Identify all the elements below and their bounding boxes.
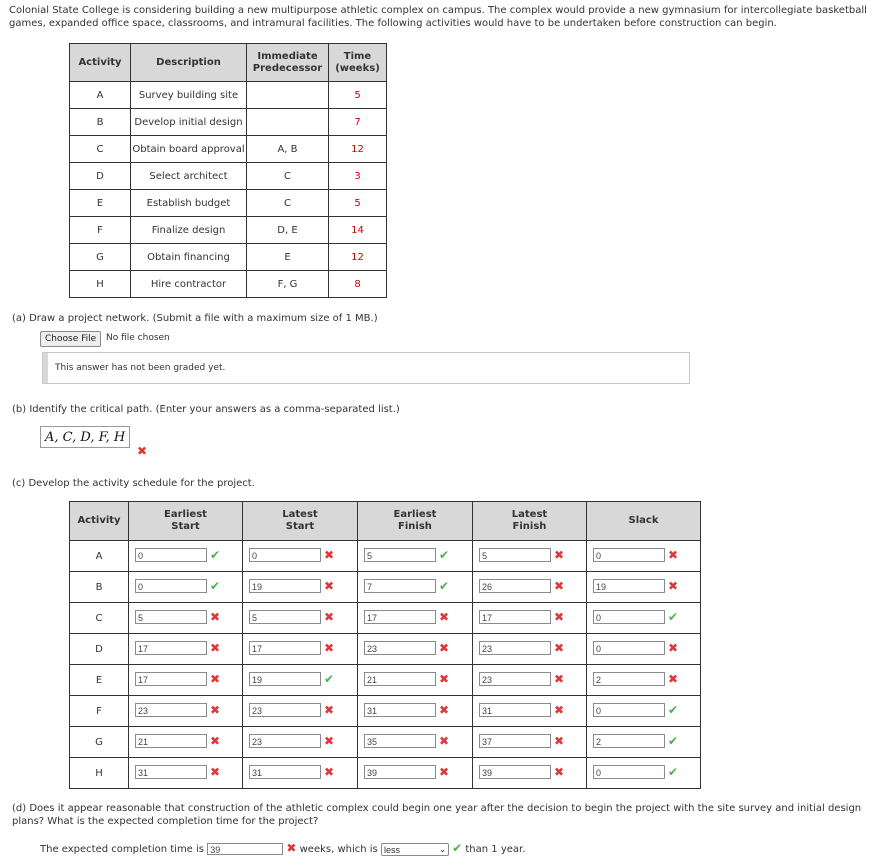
cross-icon: ✖: [210, 734, 221, 748]
predecessor-cell: C: [247, 163, 329, 190]
activity-row: [70, 217, 387, 244]
sched-col-activity: Activity: [70, 502, 129, 541]
grade-status-text: This answer has not been graded yet.: [55, 363, 226, 373]
activity-row: [70, 190, 387, 217]
check-icon: ✔: [439, 548, 450, 562]
completion-suffix: than 1 year.: [465, 844, 526, 855]
check-icon: ✔: [668, 610, 679, 624]
earliest-finish-cell: [358, 758, 473, 789]
description-cell: Finalize design: [131, 217, 247, 244]
schedule-table: [69, 501, 701, 789]
comparison-check-icon: ✔: [452, 841, 463, 855]
col-predecessor: Immediate Predecessor: [247, 44, 329, 82]
slack-input[interactable]: 0: [593, 548, 665, 562]
schedule-activity-cell: G: [70, 727, 129, 758]
col-description: Description: [131, 44, 247, 82]
check-icon: ✔: [668, 734, 679, 748]
description-cell: Select architect: [131, 163, 247, 190]
cross-icon: ✖: [554, 765, 565, 779]
latest-finish-cell: [473, 572, 587, 603]
cross-icon: ✖: [324, 703, 335, 717]
earliest-finish-cell: [358, 696, 473, 727]
predecessor-cell: C: [247, 190, 329, 217]
latest-finish-input[interactable]: 39: [479, 765, 551, 779]
activity-cell: A: [70, 82, 131, 109]
activity-row: [70, 271, 387, 298]
activity-row: [70, 163, 387, 190]
slack-input[interactable]: 0: [593, 765, 665, 779]
latest-finish-cell: [473, 603, 587, 634]
time-cell: 3: [329, 163, 387, 190]
time-cell: 5: [329, 190, 387, 217]
earliest-finish-input[interactable]: 39: [364, 765, 436, 779]
critical-path-input[interactable]: A, C, D, F, H: [40, 426, 130, 448]
latest-start-cell: [243, 696, 358, 727]
cross-icon: ✖: [324, 734, 335, 748]
sched-col-earliest-finish: Earliest Finish: [358, 502, 473, 541]
activity-row: [70, 136, 387, 163]
cross-icon: ✖: [439, 641, 450, 655]
schedule-activity-cell: C: [70, 603, 129, 634]
cross-icon: ✖: [668, 579, 679, 593]
schedule-row: [70, 572, 701, 603]
cross-icon: ✖: [210, 641, 221, 655]
cross-icon: ✖: [324, 610, 335, 624]
slack-cell: [587, 541, 701, 572]
cross-icon: ✖: [554, 703, 565, 717]
schedule-row: [70, 541, 701, 572]
part-c-question: (c) Develop the activity schedule for the project.: [12, 478, 255, 489]
activity-cell: H: [70, 271, 131, 298]
latest-start-input[interactable]: 23: [249, 703, 321, 717]
sched-col-latest-finish: Latest Finish: [473, 502, 587, 541]
cross-icon: ✖: [210, 765, 221, 779]
grade-status-box: [42, 352, 690, 384]
time-cell: 14: [329, 217, 387, 244]
earliest-start-cell: [129, 541, 243, 572]
schedule-activity-cell: E: [70, 665, 129, 696]
schedule-row: [70, 603, 701, 634]
latest-finish-input[interactable]: 17: [479, 610, 551, 624]
latest-start-input[interactable]: 5: [249, 610, 321, 624]
cross-icon: ✖: [324, 548, 335, 562]
earliest-start-input[interactable]: 17: [135, 672, 207, 686]
latest-start-cell: [243, 541, 358, 572]
slack-input[interactable]: 2: [593, 672, 665, 686]
check-icon: ✔: [668, 703, 679, 717]
earliest-start-input[interactable]: 17: [135, 641, 207, 655]
cross-icon: ✖: [439, 703, 450, 717]
check-icon: ✔: [210, 548, 221, 562]
latest-finish-input[interactable]: 31: [479, 703, 551, 717]
schedule-activity-cell: H: [70, 758, 129, 789]
activity-cell: D: [70, 163, 131, 190]
latest-finish-cell: [473, 758, 587, 789]
schedule-row: [70, 758, 701, 789]
earliest-start-cell: [129, 665, 243, 696]
predecessor-cell: [247, 82, 329, 109]
schedule-activity-cell: D: [70, 634, 129, 665]
check-icon: ✔: [668, 765, 679, 779]
description-cell: Hire contractor: [131, 271, 247, 298]
latest-start-input[interactable]: 17: [249, 641, 321, 655]
completion-line: [40, 841, 525, 856]
schedule-row: [70, 696, 701, 727]
earliest-start-cell: [129, 572, 243, 603]
earliest-finish-input[interactable]: 7: [364, 579, 436, 593]
latest-start-input[interactable]: 23: [249, 734, 321, 748]
cross-icon: ✖: [324, 579, 335, 593]
latest-start-input[interactable]: 0: [249, 548, 321, 562]
activity-cell: B: [70, 109, 131, 136]
time-cell: 7: [329, 109, 387, 136]
latest-start-cell: [243, 572, 358, 603]
activity-cell: G: [70, 244, 131, 271]
cross-icon: ✖: [324, 765, 335, 779]
activity-cell: E: [70, 190, 131, 217]
latest-finish-input[interactable]: 37: [479, 734, 551, 748]
earliest-start-cell: [129, 696, 243, 727]
time-cell: 12: [329, 136, 387, 163]
cross-icon: ✖: [439, 765, 450, 779]
cross-icon: ✖: [554, 610, 565, 624]
slack-cell: [587, 603, 701, 634]
time-cell: 5: [329, 82, 387, 109]
latest-finish-cell: [473, 541, 587, 572]
cross-icon: ✖: [439, 610, 450, 624]
activity-row: [70, 82, 387, 109]
cross-icon: ✖: [554, 579, 565, 593]
no-file-label: No file chosen: [106, 333, 170, 343]
latest-start-input[interactable]: 19: [249, 579, 321, 593]
chevron-down-icon: ⌄: [439, 844, 446, 854]
completion-prefix: The expected completion time is: [40, 844, 204, 855]
completion-middle: weeks, which is: [299, 844, 378, 855]
cross-icon: ✖: [668, 641, 679, 655]
description-cell: Survey building site: [131, 82, 247, 109]
activity-table: [69, 43, 387, 298]
earliest-start-cell: [129, 758, 243, 789]
grade-status-bar: [43, 353, 48, 383]
earliest-finish-input[interactable]: 17: [364, 610, 436, 624]
slack-cell: [587, 665, 701, 696]
cross-icon: ✖: [210, 610, 221, 624]
check-icon: ✔: [210, 579, 221, 593]
choose-file-button[interactable]: Choose File: [40, 331, 101, 347]
latest-finish-cell: [473, 634, 587, 665]
description-cell: Establish budget: [131, 190, 247, 217]
latest-finish-input[interactable]: 23: [479, 672, 551, 686]
earliest-start-cell: [129, 634, 243, 665]
col-time: Time (weeks): [329, 44, 387, 82]
latest-finish-input[interactable]: 26: [479, 579, 551, 593]
slack-cell: [587, 727, 701, 758]
activity-cell: F: [70, 217, 131, 244]
earliest-start-input[interactable]: 0: [135, 548, 207, 562]
schedule-row: [70, 665, 701, 696]
earliest-finish-input[interactable]: 5: [364, 548, 436, 562]
earliest-finish-input[interactable]: 31: [364, 703, 436, 717]
cross-icon: ✖: [554, 641, 565, 655]
latest-start-cell: [243, 634, 358, 665]
cross-icon: ✖: [210, 672, 221, 686]
slack-cell: [587, 572, 701, 603]
problem-intro: Colonial State College is considering building a new multipurpose athletic complex on campus. The complex would provide a new gymnasium for intercollegiate basketball games, expanded office space, classrooms, and intramural facilities. The following activities would have to be undertaken before construction can begin.: [9, 5, 867, 29]
description-cell: Develop initial design: [131, 109, 247, 136]
latest-start-input[interactable]: 19: [249, 672, 321, 686]
earliest-start-input[interactable]: 0: [135, 579, 207, 593]
slack-input[interactable]: 0: [593, 703, 665, 717]
earliest-finish-cell: [358, 541, 473, 572]
comparison-select[interactable]: less ⌄: [381, 843, 449, 856]
latest-finish-input[interactable]: 5: [479, 548, 551, 562]
time-cell: 12: [329, 244, 387, 271]
predecessor-cell: A, B: [247, 136, 329, 163]
predecessor-cell: E: [247, 244, 329, 271]
part-b-question: (b) Identify the critical path. (Enter your answers as a comma-separated list.): [12, 404, 400, 415]
cross-icon: ✖: [554, 672, 565, 686]
critical-path-cross-icon: ✖: [137, 444, 148, 458]
earliest-start-input[interactable]: 5: [135, 610, 207, 624]
slack-cell: [587, 758, 701, 789]
sched-col-earliest-start: Earliest Start: [129, 502, 243, 541]
cross-icon: ✖: [439, 734, 450, 748]
schedule-activity-cell: B: [70, 572, 129, 603]
latest-start-cell: [243, 603, 358, 634]
activity-row: [70, 109, 387, 136]
earliest-start-cell: [129, 727, 243, 758]
latest-start-cell: [243, 758, 358, 789]
completion-cross-icon: ✖: [286, 841, 297, 855]
cross-icon: ✖: [439, 672, 450, 686]
cross-icon: ✖: [668, 548, 679, 562]
latest-finish-input[interactable]: 23: [479, 641, 551, 655]
slack-input[interactable]: 0: [593, 610, 665, 624]
earliest-start-input[interactable]: 31: [135, 765, 207, 779]
schedule-activity-cell: F: [70, 696, 129, 727]
latest-finish-cell: [473, 665, 587, 696]
schedule-row: [70, 727, 701, 758]
latest-start-cell: [243, 665, 358, 696]
part-a-question: (a) Draw a project network. (Submit a file with a maximum size of 1 MB.): [12, 313, 378, 324]
earliest-finish-cell: [358, 665, 473, 696]
schedule-row: [70, 634, 701, 665]
earliest-start-input[interactable]: 23: [135, 703, 207, 717]
predecessor-cell: D, E: [247, 217, 329, 244]
time-cell: 8: [329, 271, 387, 298]
slack-cell: [587, 696, 701, 727]
earliest-finish-cell: [358, 603, 473, 634]
latest-start-cell: [243, 727, 358, 758]
earliest-finish-input[interactable]: 21: [364, 672, 436, 686]
description-cell: Obtain board approval: [131, 136, 247, 163]
sched-col-latest-start: Latest Start: [243, 502, 358, 541]
slack-input[interactable]: 0: [593, 641, 665, 655]
description-cell: Obtain financing: [131, 244, 247, 271]
latest-finish-cell: [473, 696, 587, 727]
slack-input[interactable]: 2: [593, 734, 665, 748]
earliest-start-input[interactable]: 21: [135, 734, 207, 748]
activity-row: [70, 244, 387, 271]
latest-start-input[interactable]: 31: [249, 765, 321, 779]
sched-col-slack: Slack: [587, 502, 701, 541]
cross-icon: ✖: [554, 548, 565, 562]
schedule-activity-cell: A: [70, 541, 129, 572]
cross-icon: ✖: [324, 641, 335, 655]
earliest-finish-input[interactable]: 35: [364, 734, 436, 748]
cross-icon: ✖: [554, 734, 565, 748]
earliest-finish-cell: [358, 727, 473, 758]
earliest-finish-cell: [358, 634, 473, 665]
earliest-finish-cell: [358, 572, 473, 603]
predecessor-cell: F, G: [247, 271, 329, 298]
latest-finish-cell: [473, 727, 587, 758]
cross-icon: ✖: [668, 672, 679, 686]
check-icon: ✔: [439, 579, 450, 593]
predecessor-cell: [247, 109, 329, 136]
earliest-finish-input[interactable]: 23: [364, 641, 436, 655]
activity-cell: C: [70, 136, 131, 163]
slack-input[interactable]: 19: [593, 579, 665, 593]
completion-time-input[interactable]: 39: [207, 843, 283, 855]
earliest-start-cell: [129, 603, 243, 634]
col-activity: Activity: [70, 44, 131, 82]
slack-cell: [587, 634, 701, 665]
cross-icon: ✖: [210, 703, 221, 717]
part-d-question: (d) Does it appear reasonable that construction of the athletic complex could begin one year after the decision to begin the project with the site survey and initial design plans? What is the expected completion time for the project?: [12, 803, 862, 827]
check-icon: ✔: [324, 672, 335, 686]
